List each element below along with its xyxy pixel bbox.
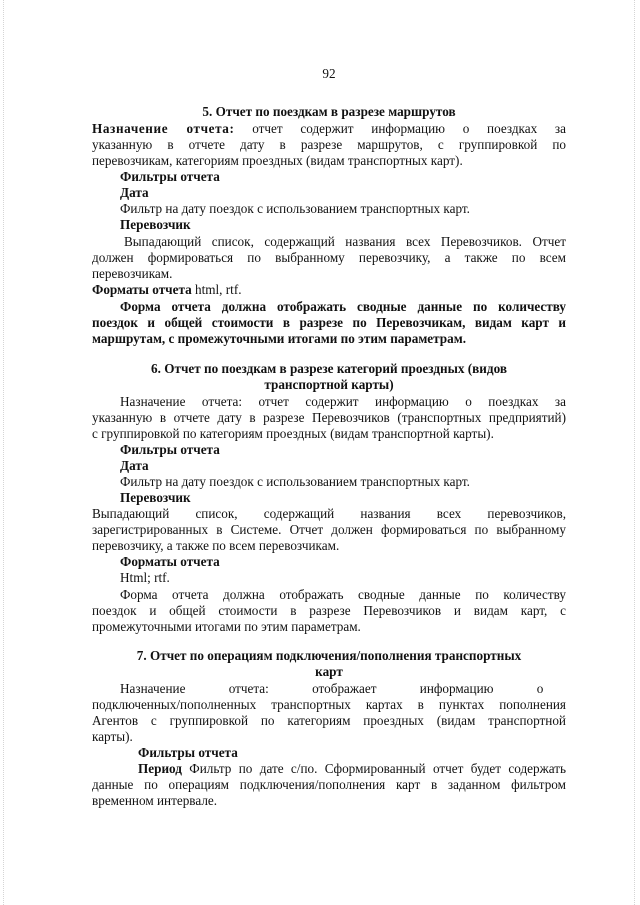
section6-date-heading: Дата [120, 458, 149, 473]
section6-formats-value: Html; rtf. [120, 570, 170, 585]
section5-formats-value: html, rtf. [195, 282, 242, 297]
section5-carrier-line1: Выпадающий список, содержащий названия всех Перевозчиков. Отчет [124, 234, 566, 249]
section7-period-line2: данные по операциям подключения/пополнения карт в заданном фильтром [92, 777, 566, 792]
section6-title-line2: транспортной карты) [264, 377, 394, 392]
section7-title-line1: 7. Отчет по операциям подключения/пополнения транспортных [136, 648, 522, 663]
section6-carrier-line1: Выпадающий список, содержащий названия всех перевозчиков, [92, 506, 566, 521]
section7-purpose-line3: Агентов с группировкой по категориям проездных (видам транспортной [92, 713, 566, 728]
section5-form-line1: Форма отчета должна отображать сводные данные по количеству [120, 299, 566, 314]
scan-right-edge [634, 0, 637, 905]
section5-form-line2: поездок и общей стоимости в разрезе по Перевозчикам, видам карт и [92, 315, 566, 330]
section6-form-line3: промежуточными итогами по этим параметрам. [92, 619, 361, 634]
section7-period-label: Период [138, 761, 182, 776]
section7-period-line1: Период Фильтр по дате с/по. Сформированный отчет будет содержать [138, 761, 567, 776]
section5-carrier-heading: Перевозчик [120, 217, 191, 232]
section7-filters-heading: Фильтры отчета [138, 745, 238, 760]
section6-purpose-line1: Назначение отчета: отчет содержит информацию о поездках за [120, 394, 566, 409]
scan-left-edge [3, 0, 6, 905]
section5-date-text: Фильтр на дату поездок с использованием транспортных карт. [120, 201, 470, 216]
section7-period-line3: временном интервале. [92, 793, 218, 808]
section7-purpose-line1: Назначение отчета: отображает информацию о [120, 681, 544, 696]
section5-carrier-line2: должен формироваться по выбранному перевозчику, а также по всем [92, 250, 566, 265]
section5-title: 5. Отчет по поездкам в разрезе маршрутов [202, 104, 456, 119]
section7-purpose-line2: подключенных/пополненных транспортных картах в пунктах пополнения [92, 697, 566, 712]
section6-date-text: Фильтр на дату поездок с использованием транспортных карт. [120, 474, 470, 489]
section7-title-line2: карт [315, 664, 343, 679]
section6-formats-heading: Форматы отчета [120, 554, 220, 569]
section6-filters-heading: Фильтры отчета [120, 442, 220, 457]
section5-carrier-line3: перевозчикам. [92, 266, 173, 281]
section6-purpose-line3: с группировкой по категориям проездных (видам транспортной карты). [92, 426, 494, 441]
section5-purpose-line3: перевозчикам, категориям проездных (видам транспортных карт). [92, 153, 463, 168]
section5-date-heading: Дата [120, 185, 149, 200]
section6-form-line2: поездок и общей стоимости в разрезе Перевозчиков и видам карт, с [92, 603, 566, 618]
section5-purpose-line1: Назначение отчета: отчет содержит информацию о поездках за [92, 121, 566, 136]
section6-form-line1: Форма отчета должна отображать сводные данные по количеству [120, 587, 566, 602]
section6-carrier-line3: перевозчику, а также по всем перевозчикам. [92, 538, 340, 553]
section6-carrier-heading: Перевозчик [120, 490, 191, 505]
section6-purpose-line2: указанную в отчете дату в разрезе Перевозчиков (транспортных предприятий) [92, 410, 566, 425]
section7-purpose-line4: карты). [92, 729, 133, 744]
section5-form-line3: маршрутам, с промежуточными итогами по этим параметрам. [92, 331, 467, 346]
section5-purpose-label: Назначение отчета: [92, 121, 235, 136]
page-number: 92 [322, 66, 336, 81]
section6-title-line1: 6. Отчет по поездкам в разрезе категорий проездных (видов [151, 361, 507, 376]
section5-purpose-line2: указанную в отчете дату в разрезе маршрутов, с группировкой по [92, 137, 566, 152]
section6-carrier-line2: зарегистрированных в Системе. Отчет должен формироваться по выбранному [92, 522, 566, 537]
section5-filters-heading: Фильтры отчета [120, 169, 220, 184]
section5-formats-label: Форматы отчета [92, 282, 192, 297]
section5-formats [92, 282, 566, 297]
